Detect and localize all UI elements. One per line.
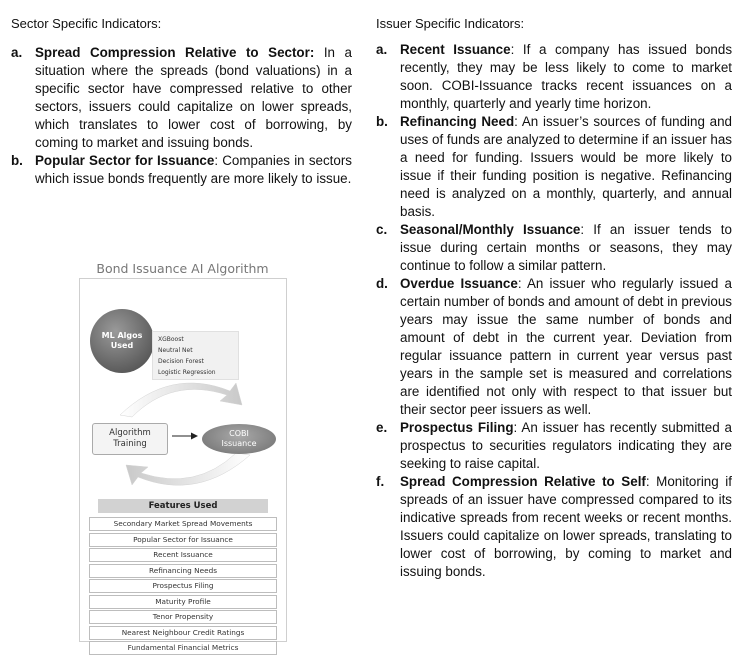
- issuer-indicator-list: [376, 41, 732, 581]
- item-marker: a.: [11, 45, 23, 60]
- item-marker: d.: [376, 276, 388, 291]
- item-title: Spread Compression Relative to Self: [400, 474, 646, 489]
- item-title: Recent Issuance: [400, 42, 511, 57]
- bond-issuance-figure: [79, 258, 286, 652]
- features-header: Features Used: [98, 499, 268, 513]
- ml-algos-circle: ML Algos Used: [90, 309, 154, 373]
- feature-item: Tenor Propensity: [89, 610, 277, 624]
- item-text: : An issuer’s sources of funding and uses of funds are analyzed to determine if an issuer has a need for funding. Issuers would be more likely to issue if their funding position is negative. Refinancing need is analyzed on a monthly, quarterly, and annual basis.: [400, 114, 732, 219]
- indicator-item: [376, 41, 732, 113]
- item-title: Overdue Issuance: [400, 276, 518, 291]
- feature-item: Popular Sector for Issuance: [89, 533, 277, 547]
- feature-item: Fundamental Financial Metrics: [89, 641, 277, 655]
- indicator-item: [376, 275, 732, 419]
- item-text: In a situation where the spreads (bond valuations) in a specific sector have compressed relative to other sectors, issuers could capitalize on lower spreads, which translates to lower cost of borrowing, by coming to market and issuing bonds.: [35, 45, 352, 150]
- feature-item: Refinancing Needs: [89, 564, 277, 578]
- feature-item: Nearest Neighbour Credit Ratings: [89, 626, 277, 640]
- item-text: : An issuer who regularly issued a certain number of bonds and amount of debt in previous years may issue the same number of bonds and amount of debt in the current year. Deviation from regular issuance pattern in current year versus past years in the sample set is measured and correlations are identified not only with respect to that issuer but their sector peer issuers as well.: [400, 276, 733, 417]
- algorithm-item: Neutral Net: [158, 347, 193, 354]
- item-text: : If an issuer tends to issue during certain months or seasons, they may continue to follow a similar pattern.: [400, 222, 732, 273]
- indicator-item: [376, 221, 732, 275]
- item-text: : If a company has issued bonds recently, they may be less likely to come to market soon. COBI-Issuance tracks recent issuances on a monthly, quarterly and yearly time horizon.: [400, 42, 733, 111]
- algorithm-item: XGBoost: [158, 336, 184, 343]
- item-text: : Companies in sectors which issue bonds frequently are more likely to issue.: [35, 153, 352, 186]
- algorithm-list-box: [152, 331, 239, 380]
- lower-cycle-arrow: [126, 453, 250, 485]
- upper-cycle-arrow: [120, 383, 242, 417]
- right-arrow-icon: [172, 431, 198, 441]
- feature-item: Recent Issuance: [89, 548, 277, 562]
- feature-item: Secondary Market Spread Movements: [89, 517, 277, 531]
- item-text: : Monitoring if spreads of an issuer have compressed compared to its indicative spreads from recent weeks or recent months. Issuers could capitalize on lower spreads, translating to lower cost of borrowing, by coming to market and issuing bonds.: [400, 474, 732, 579]
- item-marker: c.: [376, 222, 388, 237]
- cobi-issuance-ellipse: COBI Issuance: [202, 424, 276, 454]
- sector-indicators-column: [11, 0, 352, 188]
- figure-title: Bond Issuance AI Algorithm: [96, 261, 269, 276]
- item-title: Seasonal/Monthly Issuance: [400, 222, 581, 237]
- sector-indicator-list: [11, 44, 352, 188]
- item-marker: b.: [11, 153, 23, 168]
- item-text: : An issuer has recently submitted a prospectus to securities regulators indicating they are seeking to raise capital.: [400, 420, 732, 471]
- algorithm-item: Logistic Regression: [158, 369, 216, 376]
- figure-frame: [79, 278, 287, 652]
- indicator-item: [376, 473, 732, 581]
- sector-heading: Sector Specific Indicators:: [11, 16, 162, 31]
- feature-item: Maturity Profile: [89, 595, 277, 609]
- item-title: Prospectus Filing: [400, 420, 514, 435]
- item-title: Spread Compression Relative to Sector:: [35, 45, 315, 60]
- item-marker: a.: [376, 42, 388, 57]
- item-title: Popular Sector for Issuance: [35, 153, 215, 168]
- feature-item: Prospectus Filing: [89, 579, 277, 593]
- algorithm-training-box: Algorithm Training: [92, 423, 168, 455]
- indicator-item: [376, 419, 732, 473]
- algorithm-item: Decision Forest: [158, 358, 204, 365]
- issuer-heading: Issuer Specific Indicators:: [376, 16, 525, 31]
- issuer-indicators-column: [376, 0, 732, 581]
- item-title: Refinancing Need: [400, 114, 515, 129]
- item-marker: f.: [376, 474, 385, 489]
- item-marker: b.: [376, 114, 388, 129]
- indicator-item: [376, 113, 732, 221]
- indicator-item: [11, 152, 352, 188]
- item-marker: e.: [376, 420, 388, 435]
- indicator-item: [11, 44, 352, 152]
